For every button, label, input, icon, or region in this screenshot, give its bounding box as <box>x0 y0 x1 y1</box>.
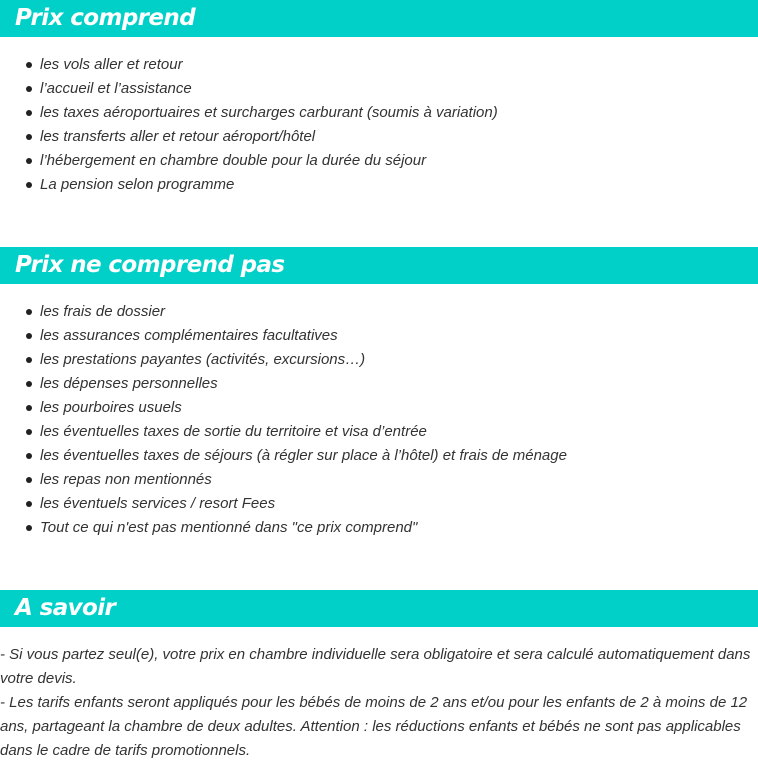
bullet-icon <box>26 309 32 315</box>
section-title-a-savoir: A savoir <box>0 590 758 627</box>
bullet-icon <box>26 86 32 92</box>
a-savoir-notes <box>0 643 756 763</box>
bullet-icon <box>26 477 32 483</box>
bullet-icon <box>26 134 32 140</box>
list-item <box>0 444 567 468</box>
list-item-text: Tout ce qui n'est pas mentionné dans "ce prix comprend" <box>40 519 418 536</box>
list-item <box>0 372 567 396</box>
list-item <box>0 173 498 197</box>
bullet-icon <box>26 525 32 531</box>
list-item <box>0 492 567 516</box>
list-item <box>0 101 498 125</box>
list-item <box>0 149 498 173</box>
list-item-text: les transferts aller et retour aéroport/hôtel <box>40 128 316 145</box>
list-item <box>0 420 567 444</box>
list-item-text: les éventuelles taxes de séjours (à régler sur place à l’hôtel) et frais de ménage <box>40 447 567 464</box>
list-item-text: l’hébergement en chambre double pour la durée du séjour <box>40 152 427 169</box>
bullet-icon <box>26 110 32 116</box>
list-item-text: les repas non mentionnés <box>40 471 212 488</box>
list-item <box>0 396 567 420</box>
list-item <box>0 516 567 540</box>
list-item <box>0 468 567 492</box>
list-item-text: les éventuelles taxes de sortie du territoire et visa d’entrée <box>40 423 427 440</box>
bullet-icon <box>26 158 32 164</box>
bullet-icon <box>26 182 32 188</box>
bullet-icon <box>26 62 32 68</box>
list-item <box>0 300 567 324</box>
list-item-text: les pourboires usuels <box>40 399 182 416</box>
bullet-icon <box>26 333 32 339</box>
bullet-icon <box>26 501 32 507</box>
bullet-icon <box>26 429 32 435</box>
list-item-text: les assurances complémentaires facultatives <box>40 327 338 344</box>
list-item-text: les frais de dossier <box>40 303 166 320</box>
list-item-text: l’accueil et l’assistance <box>40 80 192 97</box>
section-title-prix-comprend: Prix comprend <box>0 0 758 37</box>
list-item <box>0 53 498 77</box>
note-paragraph: - Si vous partez seul(e), votre prix en chambre individuelle sera obligatoire et sera calculé automatiquement dans votre devis. <box>0 646 751 687</box>
list-item-text: les taxes aéroportuaires et surcharges carburant (soumis à variation) <box>40 104 498 121</box>
bullet-icon <box>26 381 32 387</box>
list-item-text: les vols aller et retour <box>40 56 183 73</box>
list-item-text: les prestations payantes (activités, excursions…) <box>40 351 366 368</box>
bullet-icon <box>26 453 32 459</box>
list-item-text: La pension selon programme <box>40 176 235 193</box>
list-item <box>0 348 567 372</box>
list-item-text: les éventuels services / resort Fees <box>40 495 276 512</box>
bullet-icon <box>26 405 32 411</box>
section-title-prix-ne-comprend-pas: Prix ne comprend pas <box>0 247 758 284</box>
list-item <box>0 77 498 101</box>
bullet-icon <box>26 357 32 363</box>
included-list <box>0 53 498 197</box>
note-paragraph: - Les tarifs enfants seront appliqués pour les bébés de moins de 2 ans et/ou pour les enfants de 2 à moins de 12 ans, partageant la chambre de deux adultes. Attention : les réductions enfants et bébés ne sont pas applicables dans le cadre de tarifs promotionnels. <box>0 694 748 759</box>
excluded-list <box>0 300 567 540</box>
list-item <box>0 324 567 348</box>
list-item <box>0 125 498 149</box>
list-item-text: les dépenses personnelles <box>40 375 218 392</box>
